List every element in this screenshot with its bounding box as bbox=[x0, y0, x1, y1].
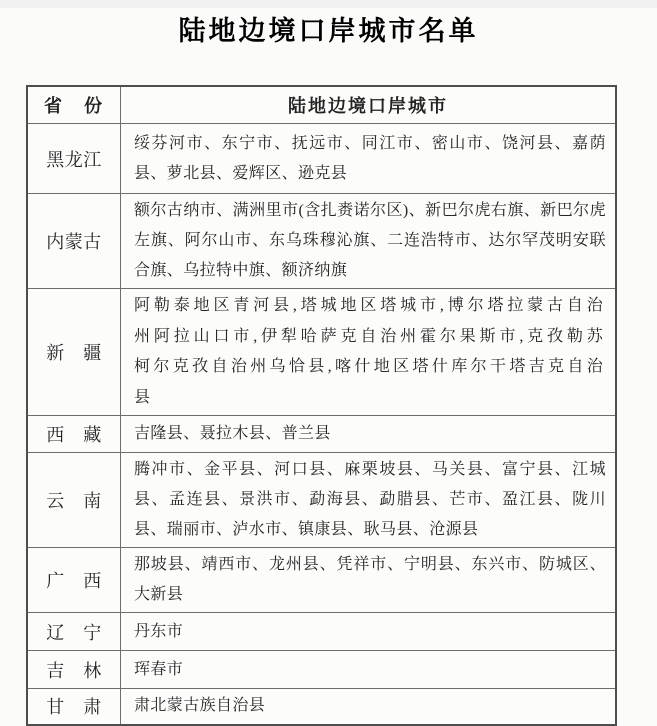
table-header-row bbox=[27, 86, 616, 124]
table-row-xinjiang bbox=[27, 289, 616, 416]
cities-cell: 肃北蒙古族自治县 bbox=[121, 689, 617, 725]
table-row-yunnan bbox=[27, 453, 616, 548]
border-cities-table bbox=[26, 85, 617, 726]
cities-cell: 那坡县、靖西市、龙州县、凭祥市、宁明县、东兴市、防城区、大新县 bbox=[121, 548, 617, 613]
province-cell: 甘 肃 bbox=[27, 689, 121, 725]
cities-cell: 腾冲市、金平县、河口县、麻栗坡县、马关县、富宁县、江城县、孟连县、景洪市、勐海县、勐腊县、芒市、盈江县、陇川县、瑞丽市、泸水市、镇康县、耿马县、沧源县 bbox=[121, 453, 617, 548]
province-cell: 新 疆 bbox=[27, 289, 121, 416]
table-row-neimenggu bbox=[27, 194, 616, 289]
province-cell: 吉 林 bbox=[27, 651, 121, 689]
column-header-province: 省 份 bbox=[27, 86, 121, 124]
province-cell: 广 西 bbox=[27, 548, 121, 613]
province-cell: 黑龙江 bbox=[27, 124, 121, 194]
table-row-liaoning bbox=[27, 613, 616, 651]
page-title: 陆地边境口岸城市名单 bbox=[178, 16, 479, 46]
scan-edge-artifact bbox=[0, 0, 657, 8]
cities-cell: 丹东市 bbox=[121, 613, 617, 651]
cities-cell: 阿勒泰地区青河县,塔城地区塔城市,博尔塔拉蒙古自治州阿拉山口市,伊犁哈萨克自治州霍尔果斯市,克孜勒苏柯尔克孜自治州乌恰县,喀什地区塔什库尔干塔吉克自治县 bbox=[121, 289, 617, 416]
table-row-heilongjiang bbox=[27, 124, 616, 194]
cities-cell: 绥芬河市、东宁市、抚远市、同江市、密山市、饶河县、嘉荫县、萝北县、爱辉区、逊克县 bbox=[121, 124, 617, 194]
cities-cell: 吉隆县、聂拉木县、普兰县 bbox=[121, 416, 617, 453]
province-cell: 云 南 bbox=[27, 453, 121, 548]
table-row-xizang bbox=[27, 416, 616, 453]
province-cell: 内蒙古 bbox=[27, 194, 121, 289]
column-header-cities: 陆地边境口岸城市 bbox=[121, 86, 617, 124]
province-cell: 辽 宁 bbox=[27, 613, 121, 651]
table-row-jilin bbox=[27, 651, 616, 689]
province-cell: 西 藏 bbox=[27, 416, 121, 453]
table-row-guangxi bbox=[27, 548, 616, 613]
cities-cell: 珲春市 bbox=[121, 651, 617, 689]
cities-cell: 额尔古纳市、满洲里市(含扎赉诺尔区)、新巴尔虎右旗、新巴尔虎左旗、阿尔山市、东乌珠穆沁旗、二连浩特市、达尔罕茂明安联合旗、乌拉特中旗、额济纳旗 bbox=[121, 194, 617, 289]
table-row-gansu bbox=[27, 689, 616, 725]
